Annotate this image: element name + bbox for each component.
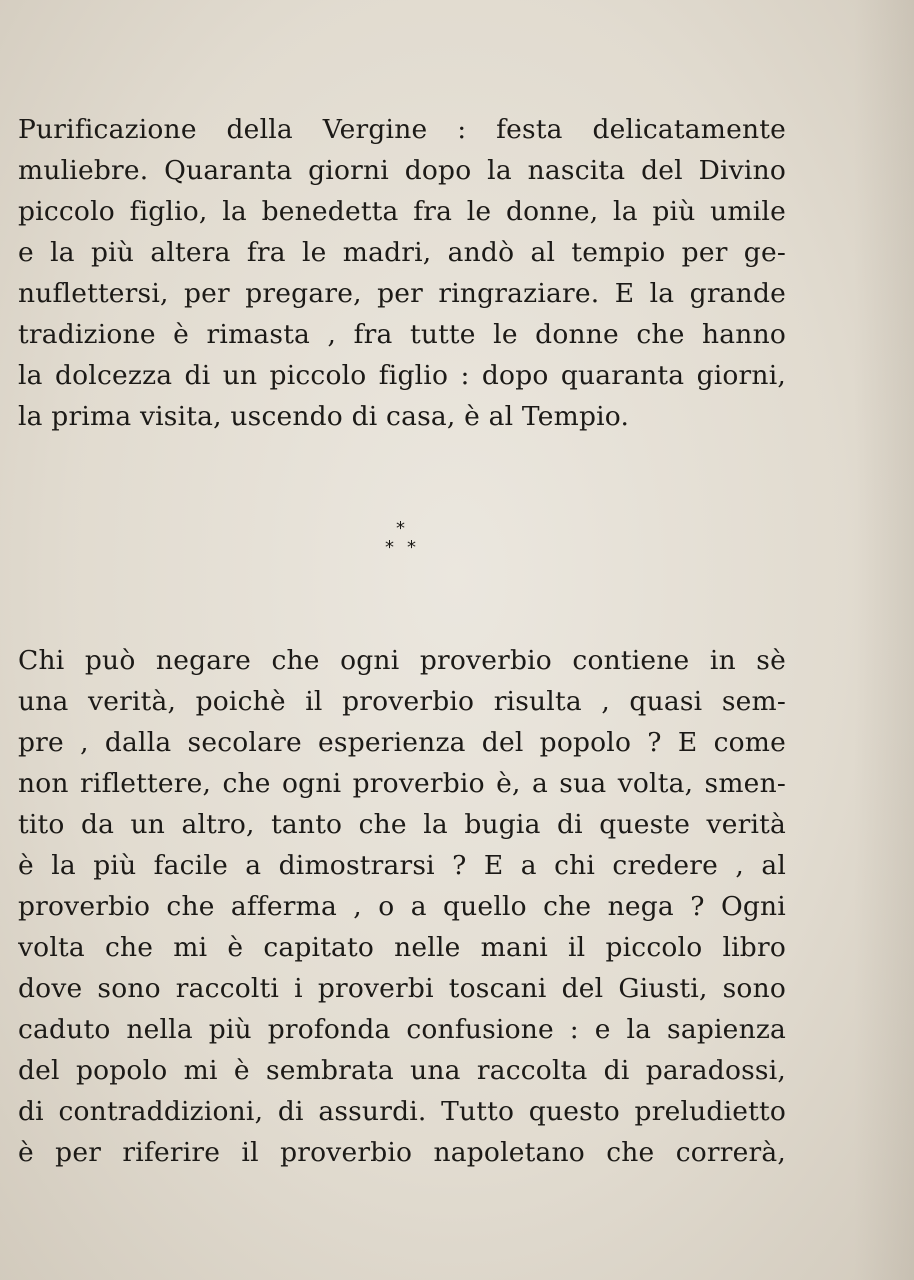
text-line: proverbio che afferma , o a quello che nega ? Ogni (18, 891, 786, 922)
asterisk-top: * (396, 518, 405, 539)
text-line: del popolo mi è sembrata una raccolta di paradossi, (18, 1055, 786, 1086)
text-line: è per riferire il proverbio napoletano che correrà, (18, 1137, 786, 1168)
text-line: volta che mi è capitato nelle mani il piccolo libro (18, 932, 786, 963)
text-line: è la più facile a dimostrarsi ? E a chi credere , al (18, 850, 786, 881)
text-line: Chi può negare che ogni proverbio contiene in sè (18, 645, 786, 676)
text-line: una verità, poichè il proverbio risulta , quasi sem- (18, 686, 786, 717)
asterism-divider (380, 516, 430, 566)
text-line: e la più altera fra le madri, andò al tempio per ge- (18, 237, 786, 268)
text-line: non riflettere, che ogni proverbio è, a sua volta, smen- (18, 768, 786, 799)
text-line: tito da un altro, tanto che la bugia di queste verità (18, 809, 786, 840)
text-line: muliebre. Quaranta giorni dopo la nascita del Divino (18, 155, 786, 186)
text-line: caduto nella più profonda confusione : e la sapienza (18, 1014, 786, 1045)
text-line: la dolcezza di un piccolo figlio : dopo quaranta giorni, (18, 360, 786, 391)
paragraph-proverbio (18, 640, 786, 1173)
text-line: di contraddizioni, di assurdi. Tutto questo preludietto (18, 1096, 786, 1127)
text-line: tradizione è rimasta , fra tutte le donne che hanno (18, 319, 786, 350)
asterisk-bottom-left: * (385, 537, 394, 558)
text-line: dove sono raccolti i proverbi toscani del Giusti, sono (18, 973, 786, 1004)
text-line: pre , dalla secolare esperienza del popolo ? E come (18, 727, 786, 758)
text-line: piccolo figlio, la benedetta fra le donne, la più umile (18, 196, 786, 227)
text-line: la prima visita, uscendo di casa, è al Tempio. (18, 401, 630, 432)
asterisk-bottom-right: * (407, 537, 416, 558)
text-line: nuflettersi, per pregare, per ringraziare. E la grande (18, 278, 786, 309)
paragraph-purificazione (18, 109, 786, 437)
text-line: Purificazione della Vergine : festa delicatamente (18, 114, 786, 145)
